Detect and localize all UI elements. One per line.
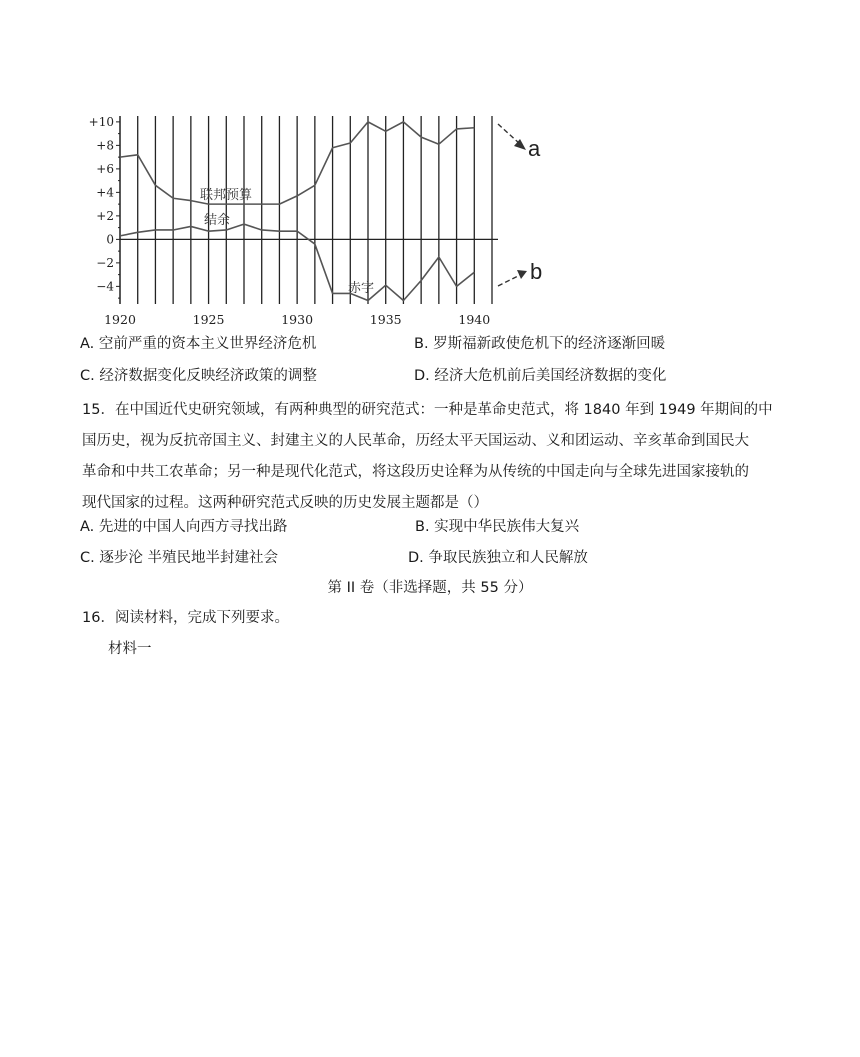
- section-title: 第 II 卷（非选择题，共 55 分）: [327, 580, 533, 596]
- annotation-federal-budget: 联邦预算: [200, 188, 253, 203]
- x-tick-label: 1940: [458, 312, 491, 327]
- option-14-d: D. 经济大危机前后美国经济数据的变化: [414, 368, 667, 384]
- annotation-surplus: 结余: [204, 213, 231, 228]
- q15-line-4: 现代国家的过程。这两种研究范式反映的历史发展主题都是（）: [82, 495, 488, 511]
- y-axis-ticks: [89, 115, 120, 298]
- q15-line-1: 15．在中国近代史研究领域，有两种典型的研究范式：一种是革命史范式，将 1840 年到 1949 年期间的中: [82, 402, 773, 418]
- x-tick-label: 1925: [192, 312, 225, 327]
- x-tick-label: 1930: [281, 312, 314, 327]
- x-tick-label: 1920: [104, 312, 136, 327]
- y-tick-label: +2: [96, 208, 114, 223]
- option-14-a: A. 空前严重的资本主义世界经济危机: [80, 336, 317, 352]
- y-tick-label: +8: [96, 138, 114, 153]
- arrow-a: [498, 124, 541, 161]
- option-15-c: C. 逐步沦 半殖民地半封建社会: [80, 550, 278, 566]
- series-label-b: b: [530, 259, 543, 284]
- x-axis-ticks: [104, 312, 490, 327]
- y-tick-label: −4: [96, 279, 114, 294]
- option-15-a: A. 先进的中国人向西方寻找出路: [80, 519, 288, 535]
- q15-line-3: 革命和中共工农革命；另一种是现代化范式，将这段历史诠释为从传统的中国走向与全球先进国家接轨的: [82, 464, 749, 480]
- budget-chart: [80, 100, 570, 335]
- question-16-stem: 16．阅读材料，完成下列要求。: [82, 610, 289, 626]
- annotation-deficit: 赤字: [348, 281, 375, 296]
- option-14-c: C. 经济数据变化反映经济政策的调整: [80, 368, 317, 384]
- y-tick-label: +10: [88, 114, 114, 129]
- option-14-b: B. 罗斯福新政使危机下的经济逐渐回暖: [414, 336, 666, 352]
- y-tick-label: +4: [96, 185, 114, 200]
- x-tick-label: 1935: [369, 312, 402, 327]
- series-label-a: a: [528, 136, 541, 161]
- chart-grid: [120, 116, 498, 304]
- y-tick-label: −2: [96, 255, 114, 270]
- q15-line-2: 国历史，视为反抗帝国主义、封建主义的人民革命，历经太平天国运动、义和团运动、辛亥革命到国民大: [82, 433, 749, 449]
- question-15-stem: [82, 395, 782, 519]
- option-15-d: D. 争取民族独立和人民解放: [408, 550, 588, 566]
- material-one-label: 材料一: [108, 641, 152, 657]
- y-tick-label: 0: [106, 232, 114, 247]
- option-15-b: B. 实现中华民族伟大复兴: [415, 519, 580, 535]
- arrow-b: [498, 259, 542, 286]
- y-tick-label: +6: [96, 161, 114, 176]
